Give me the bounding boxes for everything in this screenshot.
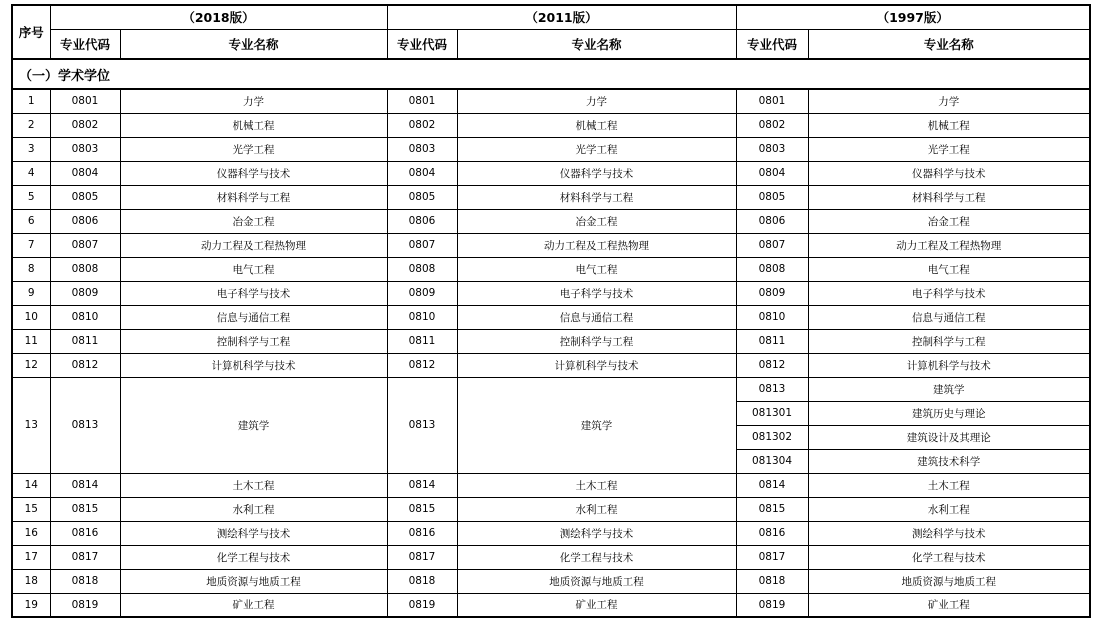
name-2018: 冶金工程: [120, 209, 387, 233]
name-2018: 建筑学: [120, 377, 387, 473]
name-2018: 电气工程: [120, 257, 387, 281]
name-1997: 测绘科学与技术: [808, 521, 1090, 545]
name-2018: 土木工程: [120, 473, 387, 497]
name-2011: 信息与通信工程: [457, 305, 736, 329]
table-row: [12, 113, 1090, 137]
table-row: [12, 329, 1090, 353]
name-2011: 水利工程: [457, 497, 736, 521]
row-seq: 6: [12, 209, 50, 233]
name-1997: 建筑学: [808, 377, 1090, 401]
code-1997: 0817: [736, 545, 808, 569]
code-2011: 0805: [387, 185, 457, 209]
name-2018: 力学: [120, 89, 387, 113]
code-2018: 0818: [50, 569, 120, 593]
name-2018: 仪器科学与技术: [120, 161, 387, 185]
name-2018: 化学工程与技术: [120, 545, 387, 569]
code-1997: 0804: [736, 161, 808, 185]
code-2011: 0809: [387, 281, 457, 305]
row-seq: 8: [12, 257, 50, 281]
name-2018: 材料科学与工程: [120, 185, 387, 209]
name-2011: 矿业工程: [457, 593, 736, 617]
code-1997: 081304: [736, 449, 808, 473]
name-1997: 力学: [808, 89, 1090, 113]
code-2011: 0812: [387, 353, 457, 377]
name-2018: 控制科学与工程: [120, 329, 387, 353]
row-seq: 19: [12, 593, 50, 617]
name-2018: 动力工程及工程热物理: [120, 233, 387, 257]
code-1997: 0811: [736, 329, 808, 353]
name-1997: 建筑设计及其理论: [808, 425, 1090, 449]
code-header-1997: 专业代码: [736, 29, 808, 59]
code-2018: 0807: [50, 233, 120, 257]
code-1997: 0801: [736, 89, 808, 113]
code-1997: 0819: [736, 593, 808, 617]
row-seq: 7: [12, 233, 50, 257]
code-1997: 0803: [736, 137, 808, 161]
edition-2011-header: （2011版）: [387, 5, 736, 29]
code-2018: 0803: [50, 137, 120, 161]
name-2011: 控制科学与工程: [457, 329, 736, 353]
name-header-1997: 专业名称: [808, 29, 1090, 59]
code-2018: 0809: [50, 281, 120, 305]
row-seq: 13: [12, 377, 50, 473]
name-1997: 控制科学与工程: [808, 329, 1090, 353]
code-1997: 081301: [736, 401, 808, 425]
code-2011: 0808: [387, 257, 457, 281]
code-1997: 0808: [736, 257, 808, 281]
name-1997: 水利工程: [808, 497, 1090, 521]
name-2011: 材料科学与工程: [457, 185, 736, 209]
code-2011: 0810: [387, 305, 457, 329]
name-1997: 机械工程: [808, 113, 1090, 137]
name-2011: 仪器科学与技术: [457, 161, 736, 185]
row-seq: 16: [12, 521, 50, 545]
table-row: [12, 353, 1090, 377]
code-2011: 0818: [387, 569, 457, 593]
name-2011: 建筑学: [457, 377, 736, 473]
name-2011: 动力工程及工程热物理: [457, 233, 736, 257]
row-seq: 11: [12, 329, 50, 353]
row-seq: 5: [12, 185, 50, 209]
name-1997: 电子科学与技术: [808, 281, 1090, 305]
row-seq: 15: [12, 497, 50, 521]
row-seq: 3: [12, 137, 50, 161]
code-1997: 0814: [736, 473, 808, 497]
row-seq: 17: [12, 545, 50, 569]
code-header-2018: 专业代码: [50, 29, 120, 59]
code-1997: 0807: [736, 233, 808, 257]
name-2018: 地质资源与地质工程: [120, 569, 387, 593]
name-2011: 土木工程: [457, 473, 736, 497]
code-2011: 0815: [387, 497, 457, 521]
table-row: [12, 137, 1090, 161]
code-2018: 0801: [50, 89, 120, 113]
name-2018: 机械工程: [120, 113, 387, 137]
row-seq: 2: [12, 113, 50, 137]
seq-header: 序号: [12, 5, 50, 59]
table-row: [12, 233, 1090, 257]
code-2011: 0807: [387, 233, 457, 257]
table-row: [12, 593, 1090, 617]
code-1997: 0815: [736, 497, 808, 521]
code-2011: 0801: [387, 89, 457, 113]
name-1997: 计算机科学与技术: [808, 353, 1090, 377]
name-2011: 光学工程: [457, 137, 736, 161]
code-header-2011: 专业代码: [387, 29, 457, 59]
name-2011: 测绘科学与技术: [457, 521, 736, 545]
row-seq: 1: [12, 89, 50, 113]
code-2011: 0817: [387, 545, 457, 569]
name-1997: 电气工程: [808, 257, 1090, 281]
name-1997: 建筑技术科学: [808, 449, 1090, 473]
name-1997: 动力工程及工程热物理: [808, 233, 1090, 257]
code-2011: 0816: [387, 521, 457, 545]
code-1997: 0805: [736, 185, 808, 209]
row-seq: 14: [12, 473, 50, 497]
code-2018: 0812: [50, 353, 120, 377]
code-2011: 0803: [387, 137, 457, 161]
code-2018: 0805: [50, 185, 120, 209]
discipline-code-table: [11, 4, 1091, 618]
table-row: [12, 473, 1090, 497]
code-2018: 0816: [50, 521, 120, 545]
name-1997: 土木工程: [808, 473, 1090, 497]
edition-2018-header: （2018版）: [50, 5, 387, 29]
code-1997: 0802: [736, 113, 808, 137]
table-row: [12, 305, 1090, 329]
code-2018: 0808: [50, 257, 120, 281]
name-header-2018: 专业名称: [120, 29, 387, 59]
code-2018: 0806: [50, 209, 120, 233]
name-1997: 建筑历史与理论: [808, 401, 1090, 425]
name-header-2011: 专业名称: [457, 29, 736, 59]
row-seq: 18: [12, 569, 50, 593]
code-2011: 0802: [387, 113, 457, 137]
code-1997: 081302: [736, 425, 808, 449]
table-row: [12, 185, 1090, 209]
table-row: [12, 257, 1090, 281]
code-2011: 0814: [387, 473, 457, 497]
name-2018: 电子科学与技术: [120, 281, 387, 305]
name-2018: 光学工程: [120, 137, 387, 161]
code-2011: 0804: [387, 161, 457, 185]
code-2011: 0806: [387, 209, 457, 233]
table-row: [12, 89, 1090, 113]
name-2018: 矿业工程: [120, 593, 387, 617]
table-row: [12, 545, 1090, 569]
code-2018: 0804: [50, 161, 120, 185]
code-2018: 0811: [50, 329, 120, 353]
name-1997: 仪器科学与技术: [808, 161, 1090, 185]
code-2011: 0813: [387, 377, 457, 473]
code-1997: 0812: [736, 353, 808, 377]
code-1997: 0816: [736, 521, 808, 545]
name-2011: 冶金工程: [457, 209, 736, 233]
name-1997: 光学工程: [808, 137, 1090, 161]
table-row: [12, 281, 1090, 305]
code-1997: 0810: [736, 305, 808, 329]
name-1997: 材料科学与工程: [808, 185, 1090, 209]
code-2018: 0814: [50, 473, 120, 497]
name-1997: 化学工程与技术: [808, 545, 1090, 569]
name-2011: 化学工程与技术: [457, 545, 736, 569]
name-2011: 计算机科学与技术: [457, 353, 736, 377]
name-2011: 地质资源与地质工程: [457, 569, 736, 593]
code-2011: 0811: [387, 329, 457, 353]
code-1997: 0813: [736, 377, 808, 401]
code-2018: 0815: [50, 497, 120, 521]
code-2018: 0813: [50, 377, 120, 473]
code-2018: 0817: [50, 545, 120, 569]
table-row: [12, 209, 1090, 233]
row-seq: 9: [12, 281, 50, 305]
name-2011: 力学: [457, 89, 736, 113]
table-row: [12, 161, 1090, 185]
name-1997: 矿业工程: [808, 593, 1090, 617]
name-1997: 信息与通信工程: [808, 305, 1090, 329]
row-seq: 4: [12, 161, 50, 185]
table-row: [12, 377, 1090, 401]
code-1997: 0806: [736, 209, 808, 233]
row-seq: 10: [12, 305, 50, 329]
name-1997: 冶金工程: [808, 209, 1090, 233]
name-2018: 计算机科学与技术: [120, 353, 387, 377]
edition-1997-header: （1997版）: [736, 5, 1090, 29]
group-title: （一）学术学位: [12, 59, 1090, 89]
name-2018: 水利工程: [120, 497, 387, 521]
table-row: [12, 521, 1090, 545]
table-row: [12, 569, 1090, 593]
discipline-table-sheet: [11, 4, 1091, 618]
name-1997: 地质资源与地质工程: [808, 569, 1090, 593]
code-1997: 0809: [736, 281, 808, 305]
name-2011: 电子科学与技术: [457, 281, 736, 305]
code-2018: 0819: [50, 593, 120, 617]
row-seq: 12: [12, 353, 50, 377]
name-2011: 机械工程: [457, 113, 736, 137]
code-2018: 0810: [50, 305, 120, 329]
code-2018: 0802: [50, 113, 120, 137]
name-2018: 信息与通信工程: [120, 305, 387, 329]
code-1997: 0818: [736, 569, 808, 593]
name-2011: 电气工程: [457, 257, 736, 281]
name-2018: 测绘科学与技术: [120, 521, 387, 545]
table-row: [12, 497, 1090, 521]
code-2011: 0819: [387, 593, 457, 617]
